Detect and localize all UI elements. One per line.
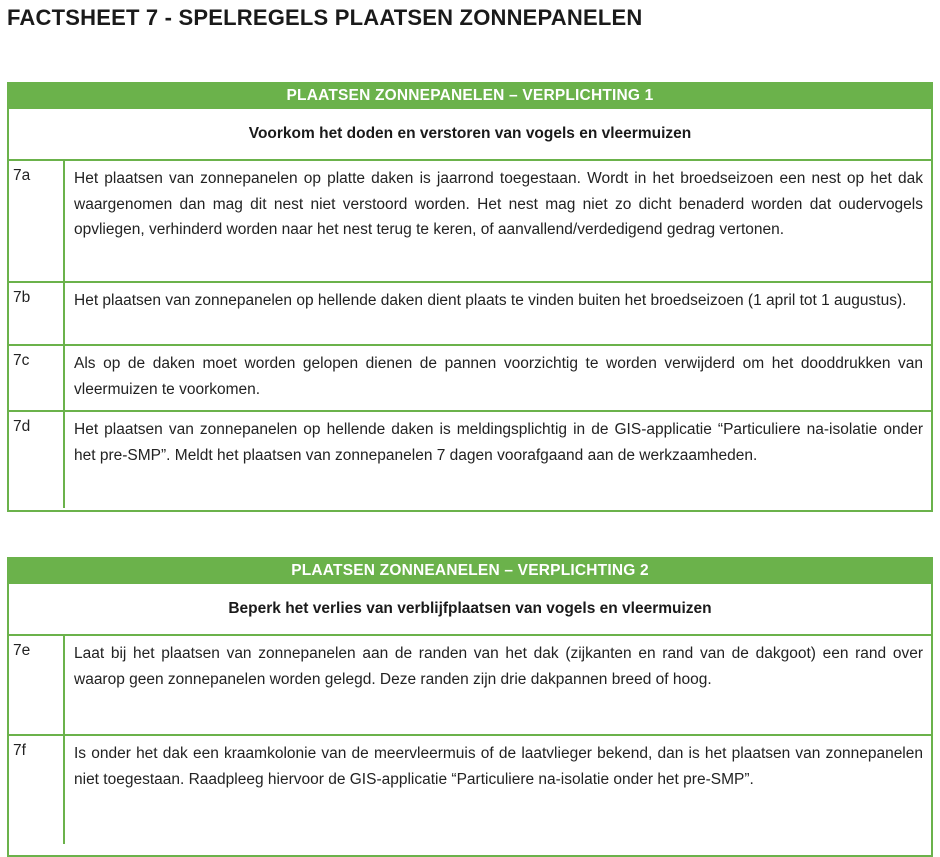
rule-text: Als op de daken moet worden gelopen dienen de pannen voorzichtig te worden verwijderd om het dooddrukken van vleermuizen te voorkomen. — [74, 355, 923, 398]
obligation-1-table — [7, 82, 933, 512]
table-row — [9, 734, 931, 844]
page-title: FACTSHEET 7 - SPELREGELS PLAATSEN ZONNEPANELEN — [7, 5, 643, 30]
rule-text: Laat bij het plaatsen van zonnepanelen aan de randen van het dak (zijkanten en rand van de dakgoot) een rand over waarop geen zonnepanelen worden gelegd. Deze randen zijn drie dakpannen breed of hoog. — [74, 645, 923, 688]
table-row — [9, 159, 931, 281]
table-row — [9, 634, 931, 734]
obligation-2-header: PLAATSEN ZONNEANELEN – VERPLICHTING 2 — [9, 559, 931, 583]
rule-text: Het plaatsen van zonnepanelen op platte daken is jaarrond toegestaan. Wordt in het broedseizoen een nest op het dak waargenomen dan mag dit nest niet verstoord worden. Het nest mag niet zo dicht benaderd worden dat oudervogels opvliegen, verhinderd worden naar het nest terug te keren, of aanvallend/verdedigend gedrag vertonen. — [74, 170, 923, 238]
obligation-2-table — [7, 557, 933, 857]
rule-id: 7c — [9, 346, 65, 410]
obligation-1-header: PLAATSEN ZONNEPANELEN – VERPLICHTING 1 — [9, 84, 931, 108]
rule-id: 7e — [9, 636, 65, 734]
rule-text: Het plaatsen van zonnepanelen op hellende daken dient plaats te vinden buiten het broedseizoen (1 april tot 1 augustus). — [74, 292, 907, 309]
rule-id: 7f — [9, 736, 65, 844]
rule-id: 7b — [9, 283, 65, 344]
rule-text: Is onder het dak een kraamkolonie van de meervleermuis of de laatvlieger bekend, dan is het plaatsen van zonnepanelen niet toegestaan. Raadpleeg hiervoor de GIS-applicatie “Particuliere na-isolatie onder het pre-SMP”. — [74, 745, 923, 788]
obligation-1-subheader: Voorkom het doden en verstoren van vogels en vleermuizen — [9, 108, 931, 159]
table-row — [9, 410, 931, 508]
obligation-2-subheader: Beperk het verlies van verblijfplaatsen van vogels en vleermuizen — [9, 583, 931, 634]
table-row — [9, 344, 931, 410]
rule-id: 7a — [9, 161, 65, 281]
rule-id: 7d — [9, 412, 65, 508]
rule-text: Het plaatsen van zonnepanelen op hellende daken is meldingsplichtig in de GIS-applicatie “Particuliere na-isolatie onder het pre-SMP”. Meldt het plaatsen van zonnepanelen 7 dagen voorafgaand aan de werkzaamheden. — [74, 421, 923, 464]
table-row — [9, 281, 931, 344]
